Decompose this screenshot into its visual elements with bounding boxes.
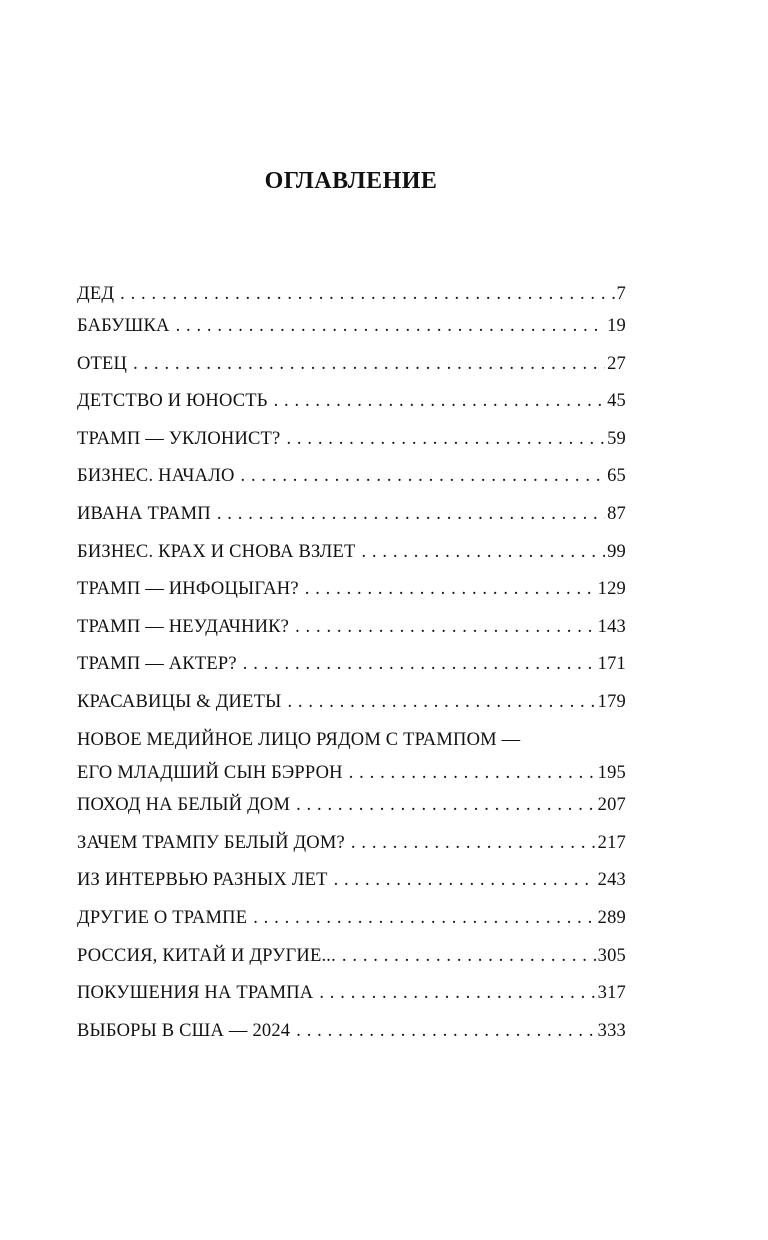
- dot-leader: [127, 346, 605, 384]
- toc-entry-title: ОТЕЦ: [77, 353, 128, 374]
- toc-entry[interactable]: [77, 534, 626, 572]
- toc-entry[interactable]: [77, 1013, 626, 1051]
- toc-entry-page-number: 19: [607, 316, 626, 336]
- toc-entry-title: ДЕТСТВО И ЮНОСТЬ: [77, 391, 268, 412]
- toc-entry-page-number: 99: [607, 541, 626, 562]
- toc-entry[interactable]: [77, 421, 626, 459]
- toc-entry-page-number: 289: [597, 907, 626, 928]
- dot-leader: [299, 571, 596, 609]
- toc-entry-page-number: 143: [597, 616, 626, 637]
- toc-entry-title: ВЫБОРЫ В США — 2024: [77, 1020, 291, 1041]
- dot-leader: [290, 787, 596, 825]
- dot-leader: [328, 862, 596, 900]
- dot-leader: [343, 759, 596, 787]
- toc-entry-title: ИВАНА ТРАМП: [77, 503, 211, 524]
- toc-entry-page-number: 171: [597, 654, 626, 675]
- toc-entry[interactable]: [77, 938, 626, 976]
- page-title: ОГЛАВЛЕНИЕ: [264, 168, 438, 195]
- toc-entry[interactable]: [77, 346, 626, 384]
- toc-entry-title: ИЗ ИНТЕРВЬЮ РАЗНЫХ ЛЕТ: [77, 870, 328, 891]
- dot-leader: [355, 534, 605, 572]
- toc-entry-title: ЗАЧЕМ ТРАМПУ БЕЛЫЙ ДОМ?: [77, 832, 345, 853]
- toc-entry-title: БАБУШКА: [77, 316, 170, 336]
- dot-leader: [237, 646, 596, 684]
- toc-entry-title: ТРАМП — ИНФОЦЫГАН?: [77, 579, 299, 600]
- toc-entry[interactable]: [77, 975, 626, 1013]
- toc-entry-title-continued: ЕГО МЛАДШИЙ СЫН БЭРРОН: [77, 763, 343, 784]
- dot-leader: [289, 609, 596, 647]
- dot-leader: [281, 684, 595, 722]
- toc-entry[interactable]: [77, 862, 626, 900]
- dot-leader: [170, 308, 606, 346]
- toc-entry-page-number: 333: [597, 1020, 626, 1041]
- toc-entry-title: НОВОЕ МЕДИЙНОЕ ЛИЦО РЯДОМ С ТРАМПОМ —: [77, 729, 521, 750]
- dot-leader: [290, 1013, 595, 1051]
- dot-leader: [211, 496, 605, 534]
- dot-leader: [247, 900, 595, 938]
- dot-leader: [114, 280, 614, 308]
- toc-entry[interactable]: [77, 383, 626, 421]
- toc-entry[interactable]: [77, 609, 626, 647]
- toc-entry-page-number: 59: [607, 428, 626, 449]
- toc-entry[interactable]: [77, 308, 626, 346]
- dot-leader: [345, 825, 596, 863]
- toc-entry-title: ПОКУШЕНИЯ НА ТРАМПА: [77, 983, 314, 1004]
- toc-entry[interactable]: [77, 571, 626, 609]
- toc-entry-title: ТРАМП — УКЛОНИСТ?: [77, 428, 281, 449]
- dot-leader: [280, 421, 605, 459]
- toc-entry-page-number: 317: [597, 983, 626, 1004]
- toc-entry[interactable]: [77, 458, 626, 496]
- toc-entry[interactable]: [77, 722, 626, 788]
- toc-entry-page-number: 129: [597, 579, 626, 600]
- dot-leader: [336, 938, 596, 976]
- toc-entry[interactable]: [77, 684, 626, 722]
- toc-entry-title: ДРУГИЕ О ТРАМПЕ: [77, 907, 248, 928]
- toc-entry-page-number: 27: [607, 353, 626, 374]
- table-of-contents: [77, 280, 626, 1050]
- toc-entry-page-number: 217: [597, 832, 626, 853]
- toc-entry-page-number: 195: [597, 763, 626, 784]
- toc-entry-page-number: 179: [597, 691, 626, 712]
- toc-entry-title: БИЗНЕС. НАЧАЛО: [77, 466, 235, 487]
- dot-leader: [268, 383, 606, 421]
- toc-entry[interactable]: [77, 825, 626, 863]
- toc-entry-title: ПОХОД НА БЕЛЫЙ ДОМ: [77, 795, 291, 816]
- dot-leader: [313, 975, 595, 1013]
- toc-entry-page-number: 207: [597, 795, 626, 816]
- toc-entry-page-number: 87: [607, 503, 626, 524]
- toc-entry-page-number: 7: [616, 284, 626, 304]
- toc-entry[interactable]: [77, 280, 626, 308]
- toc-entry-title: КРАСАВИЦЫ & ДИЕТЫ: [77, 691, 282, 712]
- toc-entry-title: ДЕД: [77, 284, 115, 304]
- toc-entry-page-number: 45: [607, 391, 626, 412]
- toc-entry[interactable]: [77, 787, 626, 825]
- toc-entry-page-number: 243: [597, 870, 626, 891]
- toc-entry-page-number: 305: [597, 945, 626, 966]
- toc-entry-title: РОССИЯ, КИТАЙ И ДРУГИЕ...: [77, 945, 336, 966]
- toc-entry[interactable]: [77, 496, 626, 534]
- toc-entry[interactable]: [77, 646, 626, 684]
- toc-entry[interactable]: [77, 900, 626, 938]
- toc-entry-title: БИЗНЕС. КРАХ И СНОВА ВЗЛЕТ: [77, 541, 356, 562]
- toc-entry-title: ТРАМП — НЕУДАЧНИК?: [77, 616, 290, 637]
- dot-leader: [235, 458, 606, 496]
- toc-entry-page-number: 65: [607, 466, 626, 487]
- toc-entry-title: ТРАМП — АКТЕР?: [77, 654, 237, 675]
